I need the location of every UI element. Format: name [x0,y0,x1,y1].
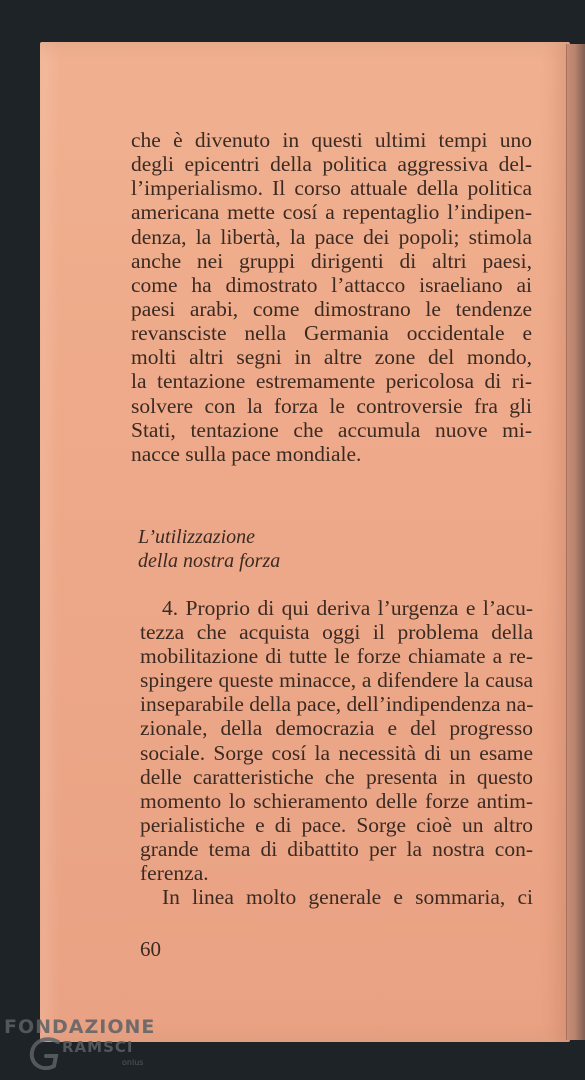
g-swirl-icon [26,1034,66,1074]
body-text-bottom [140,596,533,909]
heading-line: della nostra forza [138,550,281,573]
text-line: l’imperialismo. Il corso attuale della politica [131,176,532,201]
heading-line: L’utilizzazione [138,526,256,548]
text-line: momento lo schieramento delle forze antim- [140,788,533,813]
text-line: tezza che acquista oggi il problema della [140,620,533,645]
watermark-line1: FONDAZIONE [4,1016,156,1038]
text-line: americana mette cosí a repentaglio l’indipen- [131,200,532,225]
text-line: inseparabile della pace, dell’indipendenza na- [140,692,534,717]
text-line: zionale, della democrazia e del progresso [140,716,533,741]
text-line: anche nei gruppi dirigenti di altri paesi, [131,248,532,273]
text-line: degli epicentri della politica aggressiva del- [131,152,532,177]
body-text-top [131,128,532,466]
text-line: nacce sulla pace mondiale. [131,441,362,466]
text-line: Stati, tentazione che accumula nuove mi- [131,417,532,442]
text-line: come ha dimostrato l’attacco israeliano ai [131,272,532,297]
text-line: paesi arabi, come dimostrano le tendenze [131,296,532,321]
text-line: ferenza. [140,861,209,886]
text-line: grande tema di dibattito per la nostra con- [140,836,533,861]
text-line: In linea molto generale e sommaria, ci [162,885,533,910]
text-line: 4. Proprio di qui deriva l’urgenza e l’acu- [162,596,533,620]
watermark-line2: RAMSCI [62,1038,134,1056]
text-line: denza, la libertà, la pace dei popoli; stimola [131,224,532,249]
page-number: 60 [140,937,161,961]
text-line: sociale. Sorge cosí la necessità di un esame [140,740,533,765]
watermark-logo [4,1014,154,1076]
text-line: mobilitazione di tutte le forze chiamate a re- [140,644,533,669]
page-edge [566,44,585,1040]
text-line: spingere queste minacce, a difendere la causa [140,668,533,693]
text-line: delle caratteristiche che presenta in questo [140,764,533,789]
text-line: revansciste nella Germania occidentale e [131,321,532,346]
text-line: la tentazione estremamente pericolosa di ri- [131,369,532,394]
text-line: perialistiche e di pace. Sorge cioè un altro [140,812,533,837]
text-line: molti altri segni in altre zone del mondo, [131,345,532,370]
watermark-line3: onlus [122,1058,144,1067]
text-line: solvere con la forza le controversie fra gli [131,393,532,418]
text-line: che è divenuto in questi ultimi tempi uno [131,128,532,152]
section-heading [138,524,498,572]
